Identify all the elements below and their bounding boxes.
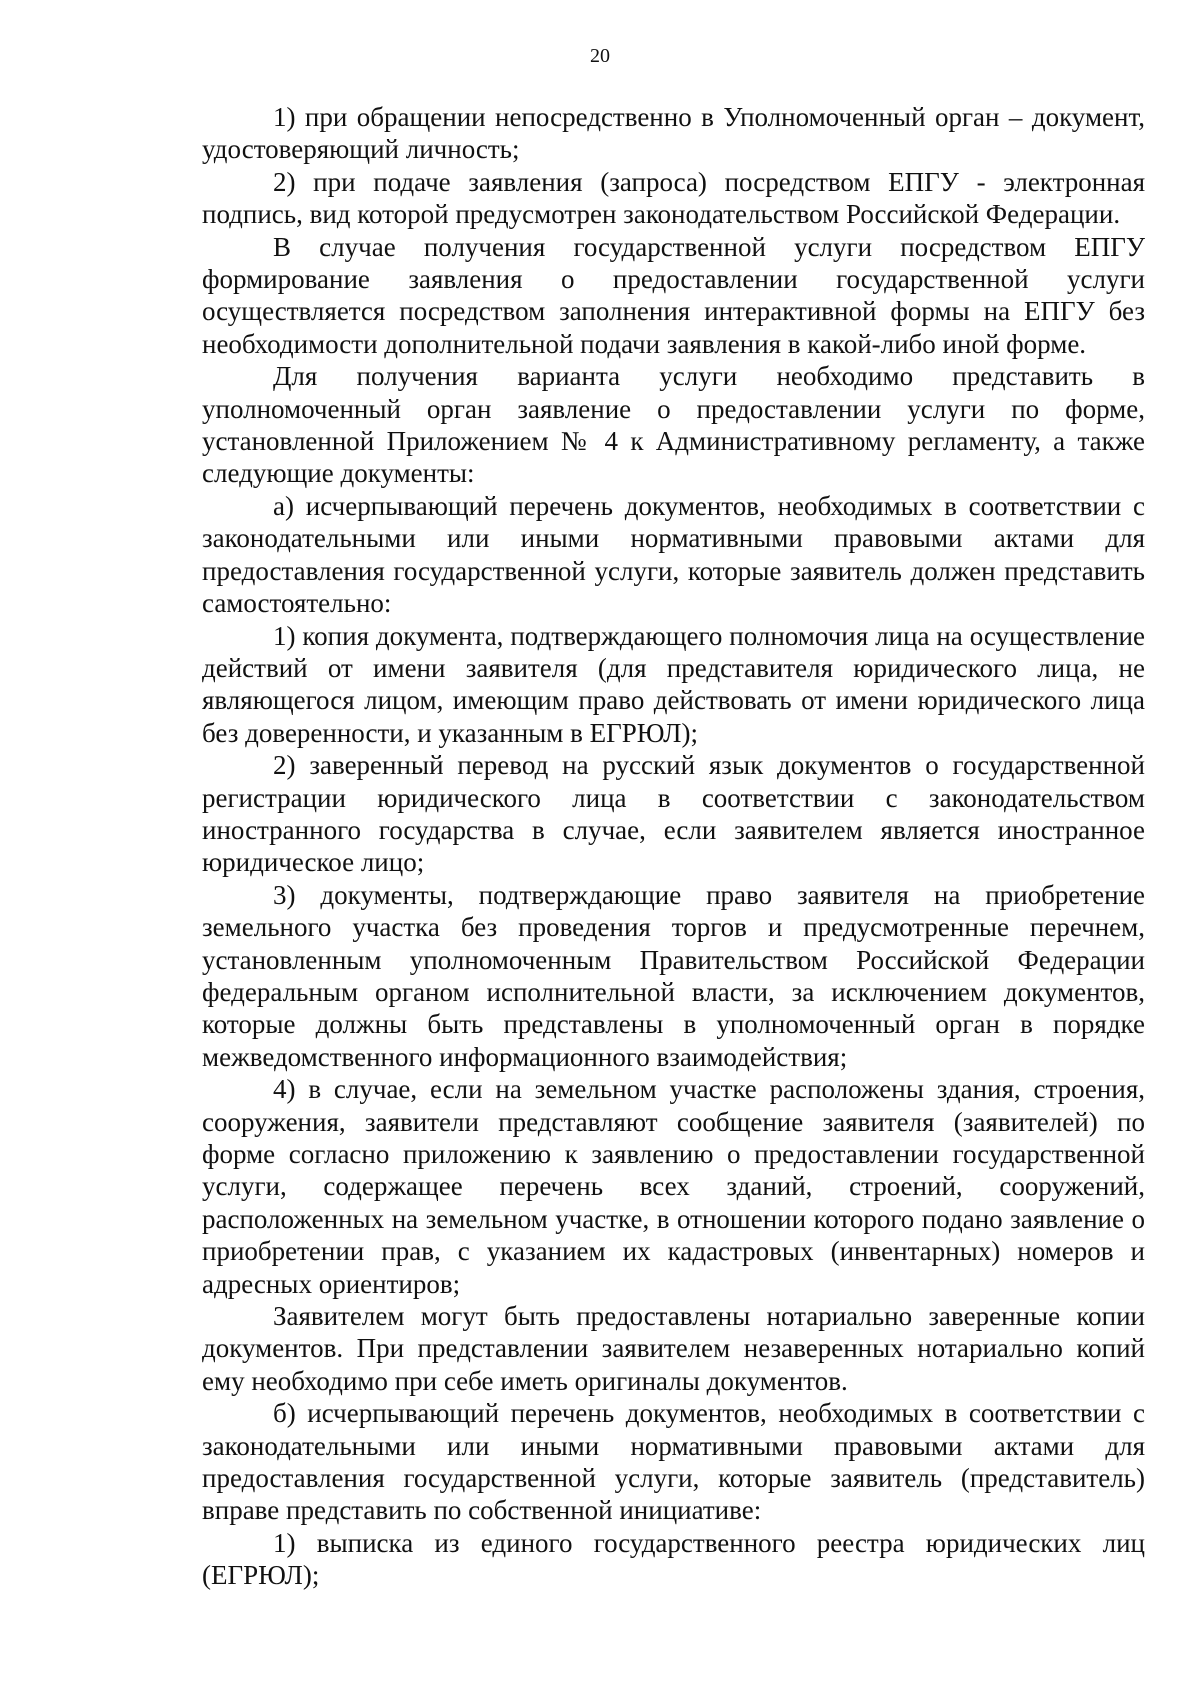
paragraph-9: 4) в случае, если на земельном участке расположены здания, строения, сооружения, заявители представляют сообщение заявителя (заявителей) по форме согласно приложению к заявлению о предоставлении государственной услуги, содержащее перечень всех зданий, строений, сооружений, расположенных на земельном участке, в отношении которого подано заявление о приобретении прав, с указанием их кадастровых (инвентарных) номеров и адресных ориентиров; <box>202 1074 1145 1299</box>
paragraph-5: а) исчерпывающий перечень документов, необходимых в соответствии с законодательными или иными нормативными правовыми актами для предоставления государственной услуги, которые заявитель должен представить самостоятельно: <box>202 490 1145 619</box>
paragraph-3: В случае получения государственной услуги посредством ЕПГУ формирование заявления о предоставлении государственной услуги осуществляется посредством заполнения интерактивной формы на ЕПГУ без необходимости дополнительной подачи заявления в какой-либо иной форме. <box>202 231 1145 359</box>
paragraph-8: 3) документы, подтверждающие право заявителя на приобретение земельного участка без проведения торгов и предусмотренные перечнем, установленным уполномоченным Правительством Российской Федерации федеральным органом исполнительной власти, за исключением документов, которые должны быть представлены в уполномоченный орган в порядке межведомственного информационного взаимодействия; <box>202 879 1145 1072</box>
paragraph-10: Заявителем могут быть предоставлены нотариально заверенные копии документов. При представлении заявителем незаверенных нотариально копий ему необходимо при себе иметь оригиналы документов. <box>202 1301 1145 1396</box>
paragraph-11: б) исчерпывающий перечень документов, необходимых в соответствии с законодательными или иными нормативными правовыми актами для предоставления государственной услуги, которые заявитель (представитель) вправе представить по собственной инициативе: <box>202 1398 1145 1526</box>
paragraph-12: 1) выписка из единого государственного реестра юридических лиц (ЕГРЮЛ); <box>202 1527 1145 1591</box>
paragraph-4: Для получения варианта услуги необходимо представить в уполномоченный орган заявление о предоставлении услуги по форме, установленной Приложением № 4 к Административному регламенту, а также следующие документы: <box>202 361 1145 489</box>
page-number: 20 <box>590 45 610 67</box>
paragraph-6: 1) копия документа, подтверждающего полномочия лица на осуществление действий от имени заявителя (для представителя юридического лица, не являющегося лицом, имеющим право действовать от имени юридического лица без доверенности, и указанным в ЕГРЮЛ); <box>202 620 1145 748</box>
document-body <box>202 101 1145 1592</box>
paragraph-1: 1) при обращении непосредственно в Уполномоченный орган – документ, удостоверяющий личность; <box>202 102 1145 165</box>
paragraph-2: 2) при подаче заявления (запроса) посредством ЕПГУ - электронная подпись, вид которой предусмотрен законодательством Российской Федерации. <box>202 166 1145 230</box>
paragraph-7: 2) заверенный перевод на русский язык документов о государственной регистрации юридического лица в соответствии с законодательством иностранного государства в случае, если заявителем является иностранное юридическое лицо; <box>202 750 1145 878</box>
